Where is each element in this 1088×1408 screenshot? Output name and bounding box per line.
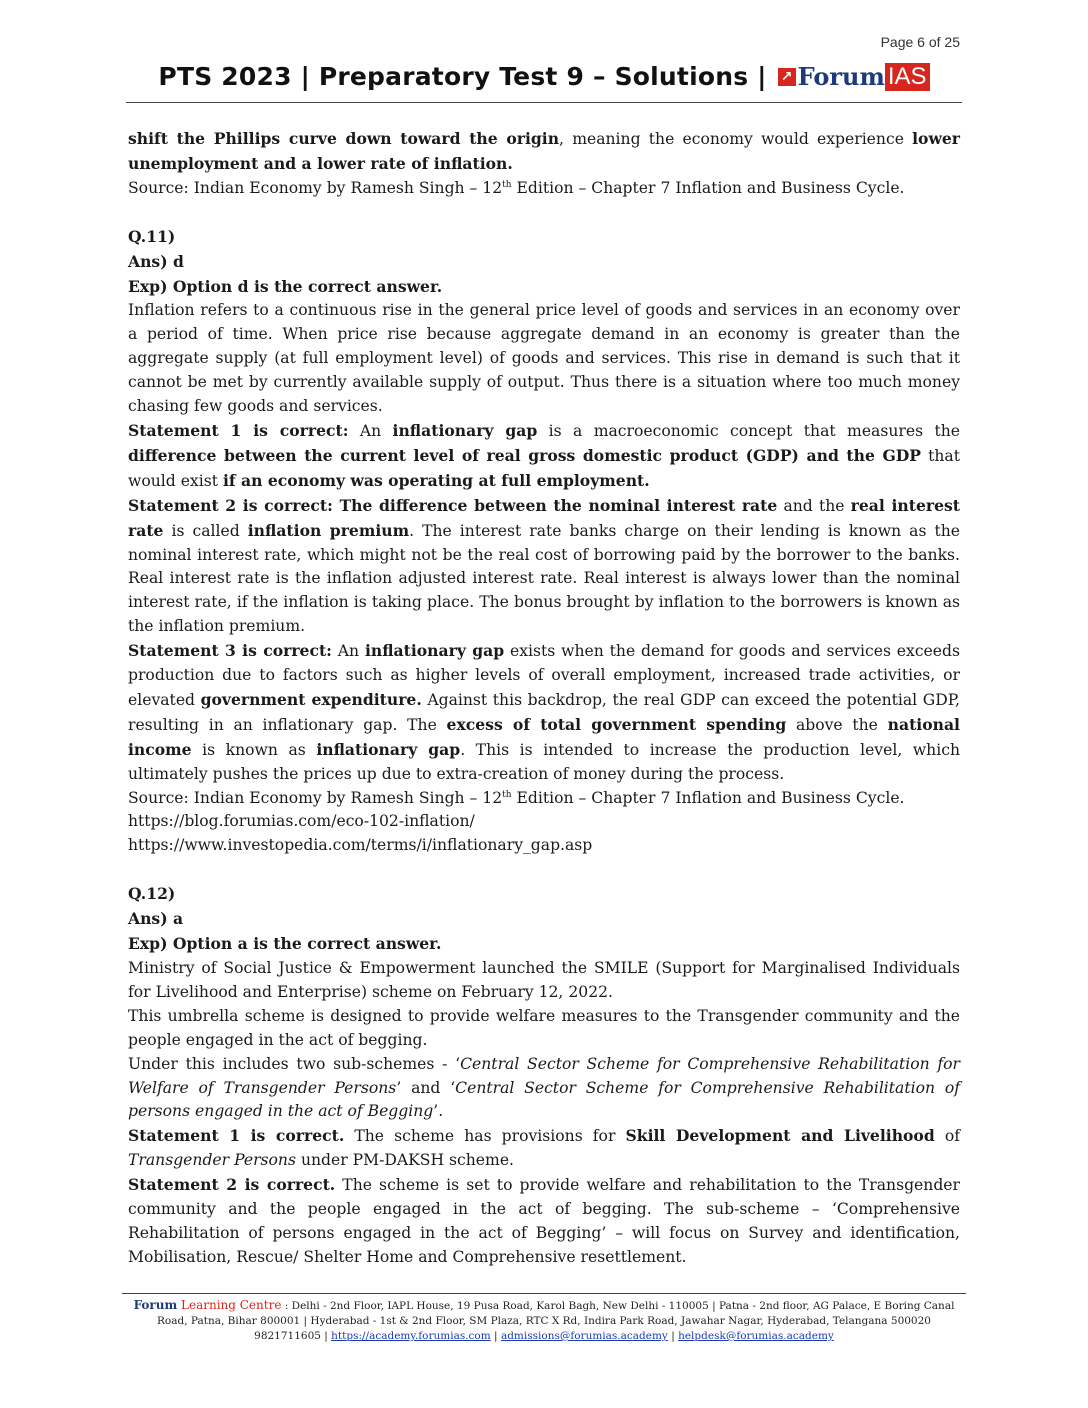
- footer-address-line-2: Road, Patna, Bihar 800001 | Hyderabad - 1st & 2nd Floor, SM Plaza, RTC X Rd, Indira Park Road, Jawahar Nagar, Hyderabad, Telangana 500020: [157, 1315, 931, 1327]
- reference-link[interactable]: https://www.investopedia.com/terms/i/inflationary_gap.asp: [128, 836, 593, 855]
- helpdesk-email-link[interactable]: helpdesk@forumias.academy: [678, 1330, 834, 1342]
- forumias-logo: [778, 62, 930, 91]
- reference-link[interactable]: https://blog.forumias.com/eco-102-inflation/: [128, 812, 475, 831]
- statement-2: Statement 2 is correct. The scheme is set to provide welfare and rehabilitation to the Transgender community and the people engaged in the act of begging. The sub-scheme – ‘Comprehensive Rehabilitation of persons engaged in the act of Begging’ – will focus on Survey and identification, Mobilisation, Rescue/ Shelter Home and Comprehensive resettlement.: [128, 1175, 960, 1266]
- paragraph: Ministry of Social Justice & Empowerment launched the SMILE (Support for Marginalised Individuals for Livelihood and Enterprise) scheme on February 12, 2022.: [128, 959, 960, 1001]
- question-number: Q.11): [128, 226, 176, 246]
- paragraph: shift the Phillips curve down toward the origin, meaning the economy would experience lower unemployment and a lower rate of inflation.: [128, 129, 961, 173]
- statement-1: Statement 1 is correct: An inflationary gap is a macroeconomic concept that measures the difference between the current level of real gross domestic product (GDP) and the GDP that would exist if an economy was operating at full employment.: [128, 420, 960, 490]
- logo-forum-text: Forum: [797, 62, 885, 91]
- answer-line: Ans) a: [128, 909, 184, 929]
- footer-address-line-1: Forum Learning Centre : Delhi - 2nd Floor, IAPL House, 19 Pusa Road, Karol Bagh, New Delhi - 110005 | Patna - 2nd floor, AG Palace, E Boring Canal: [133, 1298, 955, 1312]
- paragraph: This umbrella scheme is designed to provide welfare measures to the Transgender community and the people engaged in the act of begging.: [128, 1006, 960, 1049]
- statement-2: Statement 2 is correct: The difference between the nominal interest rate and the real interest rate is called inflation premium. The interest rate banks charge on their lending is known as the nominal interest rate, which might not be the real cost of borrowing paid by the borrower to the banks. Real interest rate is the inflation adjusted interest rate. Real interest is always lower than the nominal interest rate, if the inflation is taking place. The bonus brought by inflation to the borrowers is known as the inflation premium.: [128, 495, 961, 636]
- explanation-heading: Exp) Option d is the correct answer.: [128, 276, 443, 296]
- answer-line: Ans) d: [128, 251, 184, 271]
- paragraph: Under this includes two sub-schemes - ‘Central Sector Scheme for Comprehensive Rehabilitation for Welfare of Transgender Persons’ and ‘Central Sector Scheme for Comprehensive Rehabilitation of persons engaged in the act of Begging’.: [128, 1054, 961, 1121]
- footer-contacts: 9821711605 | https://academy.forumias.com | admissions@forumias.academy | helpdesk@forumias.academy: [254, 1330, 834, 1342]
- logo-ias-text: IAS: [885, 63, 930, 91]
- source-line: Source: Indian Economy by Ramesh Singh – 12th Edition – Chapter 7 Inflation and Business Cycle.: [128, 178, 905, 197]
- source-line: Source: Indian Economy by Ramesh Singh – 12th Edition – Chapter 7 Inflation and Business Cycle.: [128, 788, 905, 807]
- explanation-heading: Exp) Option a is the correct answer.: [128, 934, 442, 954]
- admissions-email-link[interactable]: admissions@forumias.academy: [500, 1330, 668, 1342]
- page-header: [126, 62, 962, 103]
- paragraph: Inflation refers to a continuous rise in the general price level of goods and services in an economy over a period of time. When price rise because aggregate demand in an economy is greater than the aggregate supply (at full employment level) of goods and services. This rise in demand is such that it cannot be met by currently available supply of output. Thus there is a situation where too much money chasing few goods and services.: [128, 301, 960, 416]
- page-footer: [122, 1293, 966, 1344]
- statement-3: Statement 3 is correct: An inflationary gap exists when the demand for goods and services exceeds production due to factors such as higher levels of overall employment, increased trade activities, or elevated government expenditure. Against this backdrop, the real GDP can exceed the potential GDP, resulting in an inflationary gap. The excess of total government spending above the national income is known as inflationary gap. This is intended to increase the production level, which ultimately pushes the prices up due to extra-creation of money during the process.: [128, 641, 961, 783]
- academy-link[interactable]: https://academy.forumias.com: [331, 1330, 491, 1342]
- statement-1: Statement 1 is correct. The scheme has provisions for Skill Development and Livelihood of Transgender Persons under PM-DAKSH scheme.: [128, 1126, 960, 1170]
- question-number: Q.12): [128, 884, 176, 904]
- document-body: [128, 127, 960, 1270]
- header-title: PTS 2023 | Preparatory Test 9 – Solutions |: [158, 62, 767, 91]
- arrow-icon: ↗: [778, 68, 796, 86]
- page-number: Page 6 of 25: [880, 34, 960, 50]
